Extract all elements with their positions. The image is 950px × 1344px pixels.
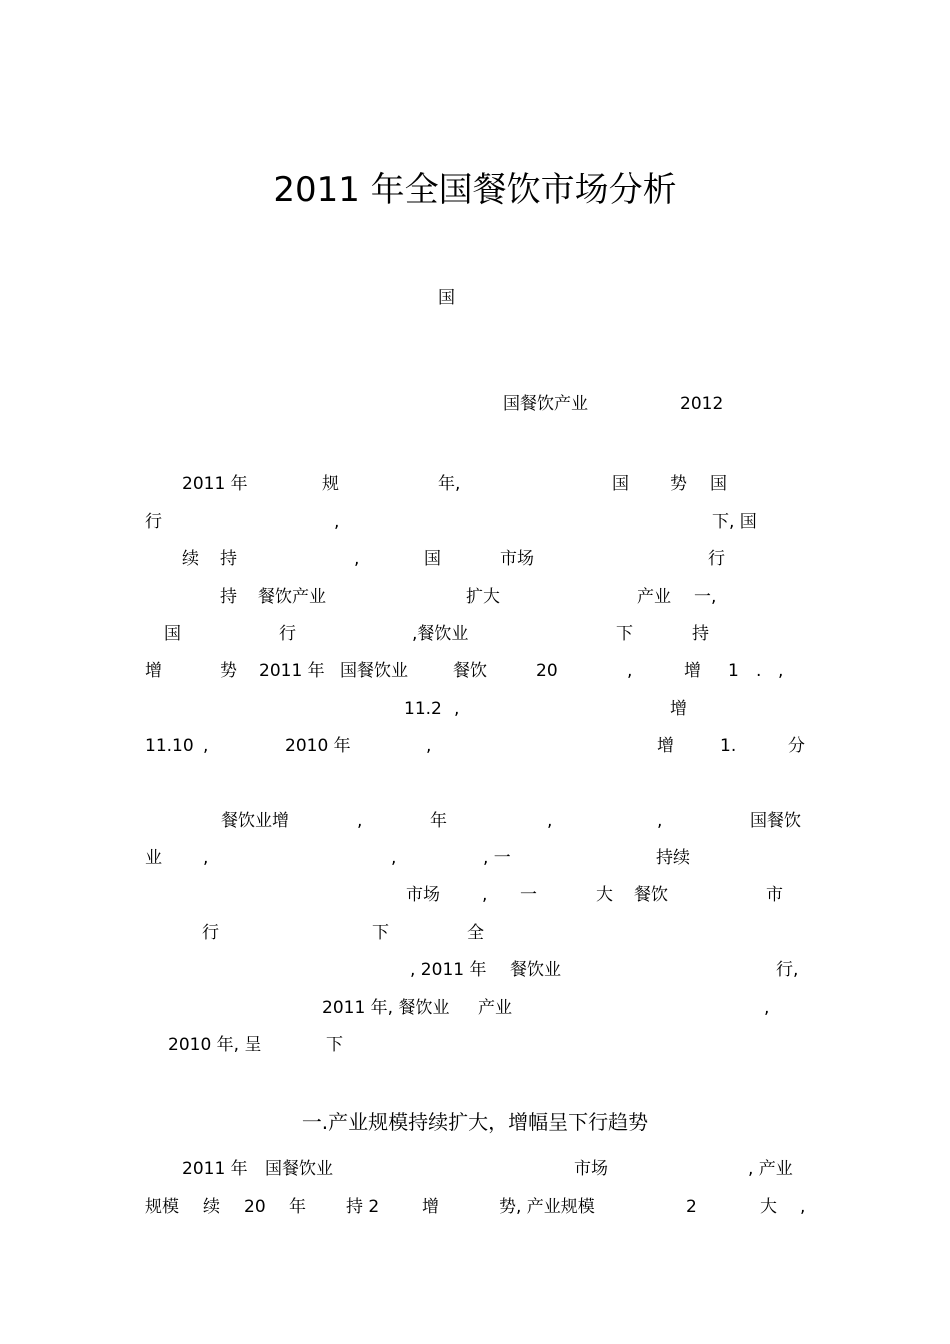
text-line (0, 510, 950, 534)
section-heading: 一.产业规模持续扩大，增幅呈下行趋势 (301, 1110, 649, 1134)
text-line (0, 697, 950, 721)
text-fragment: 规 (322, 474, 339, 494)
text-fragment: 增 (422, 1197, 439, 1217)
text-fragment: 增 (657, 736, 674, 756)
text-fragment: . (756, 661, 762, 681)
text-line (0, 921, 950, 945)
subtitle-text: 国餐饮产业 (503, 394, 588, 414)
text-fragment: 餐饮业增 (221, 811, 289, 831)
text-fragment: 持 2 (346, 1197, 380, 1217)
text-fragment: 规模 (145, 1197, 179, 1217)
text-fragment: , 2011 年 (410, 960, 487, 980)
text-fragment: ,餐饮业 (412, 624, 469, 644)
text-fragment: 持续 (656, 848, 690, 868)
text-fragment: 全 (467, 923, 484, 943)
text-fragment: 下, 国 (712, 512, 757, 532)
text-fragment: 行 (202, 923, 219, 943)
text-fragment: 产业 (478, 998, 512, 1018)
text-fragment: 产业 (637, 587, 671, 607)
text-line (0, 547, 950, 571)
text-fragment: , (391, 848, 397, 868)
text-fragment: 国 (424, 549, 441, 569)
subtitle-year: 2012 (680, 394, 724, 414)
text-line (0, 883, 950, 907)
text-fragment: 国餐饮 (750, 811, 801, 831)
text-fragment: 势 (670, 474, 687, 494)
text-fragment: 持 (220, 587, 237, 607)
text-fragment: 一, (694, 587, 717, 607)
text-fragment: 行 (145, 512, 162, 532)
text-fragment: 20 (244, 1197, 266, 1217)
text-fragment: 市 (766, 885, 783, 905)
text-fragment: 11.10 (145, 736, 194, 756)
text-fragment: 2 (686, 1197, 697, 1217)
text-fragment: 下 (372, 923, 389, 943)
text-fragment: 续 (203, 1197, 220, 1217)
text-line (0, 659, 950, 683)
text-fragment: 业 (145, 848, 162, 868)
text-fragment: 行, (776, 960, 799, 980)
text-fragment: 餐饮产业 (258, 587, 326, 607)
text-line (0, 996, 950, 1020)
text-line (0, 585, 950, 609)
text-fragment: , (334, 512, 340, 532)
text-fragment: 分 (788, 736, 805, 756)
text-fragment: 大 (760, 1197, 777, 1217)
text-fragment: 国餐饮业 (340, 661, 408, 681)
text-fragment: 年, (438, 474, 461, 494)
text-fragment: 1 (728, 661, 739, 681)
text-fragment: , (764, 998, 770, 1018)
text-fragment: 增 (684, 661, 701, 681)
text-fragment: 2010 年 (285, 736, 351, 756)
text-fragment: 餐饮 (453, 661, 487, 681)
text-fragment: 下 (326, 1035, 343, 1055)
text-fragment: 2011 年, 餐饮业 (322, 998, 450, 1018)
text-fragment: 餐饮 (634, 885, 668, 905)
text-fragment: , (627, 661, 633, 681)
text-line (0, 734, 950, 758)
text-fragment: 1. (720, 736, 737, 756)
text-fragment: 势 (220, 661, 237, 681)
text-line (0, 958, 950, 982)
text-fragment: , (657, 811, 663, 831)
text-fragment: 年 (289, 1197, 306, 1217)
text-fragment: , (547, 811, 553, 831)
text-fragment: 市场 (406, 885, 440, 905)
subtitle (0, 392, 950, 416)
text-line (0, 1195, 950, 1219)
text-line (0, 1157, 950, 1181)
text-fragment: 国 (612, 474, 629, 494)
text-fragment: 行 (279, 624, 296, 644)
text-line (0, 809, 950, 833)
text-fragment: , (354, 549, 360, 569)
text-fragment: 势, 产业规模 (499, 1197, 595, 1217)
text-fragment: 国 (164, 624, 181, 644)
text-fragment: 2011 年 (259, 661, 325, 681)
document-title: 2011 年全国餐饮市场分析 (273, 170, 677, 210)
text-fragment: , 一 (483, 848, 511, 868)
text-fragment: 持 (692, 624, 709, 644)
text-fragment: , (426, 736, 432, 756)
text-line (0, 1033, 950, 1057)
text-fragment: 年 (430, 811, 447, 831)
text-fragment: , (454, 699, 460, 719)
text-fragment: 续 (182, 549, 199, 569)
text-fragment: 11.2 (404, 699, 442, 719)
text-fragment: 餐饮业 (510, 960, 561, 980)
text-fragment: , (357, 811, 363, 831)
byline-text: 国 (438, 288, 455, 308)
text-fragment: 2011 年 (182, 474, 248, 494)
text-fragment: 增 (145, 661, 162, 681)
text-fragment: , 产业 (748, 1159, 793, 1179)
text-fragment: , (778, 661, 784, 681)
text-fragment: , (203, 848, 209, 868)
text-fragment: 2011 年 (182, 1159, 248, 1179)
text-fragment: 扩大 (466, 587, 500, 607)
text-fragment: , (482, 885, 488, 905)
text-fragment: , (800, 1197, 806, 1217)
text-fragment: 一 (520, 885, 537, 905)
text-fragment: 市场 (574, 1159, 608, 1179)
text-fragment: 国 (710, 474, 727, 494)
text-line (0, 622, 950, 646)
text-fragment: 市场 (500, 549, 534, 569)
text-fragment: 国餐饮业 (265, 1159, 333, 1179)
text-fragment: 增 (670, 699, 687, 719)
text-fragment: 2010 年, 呈 (168, 1035, 262, 1055)
text-fragment: , (203, 736, 209, 756)
text-fragment: 下 (616, 624, 633, 644)
byline (0, 286, 950, 310)
text-fragment: 行 (708, 549, 725, 569)
text-line (0, 472, 950, 496)
text-fragment: 持 (220, 549, 237, 569)
text-line (0, 846, 950, 870)
text-fragment: 大 (596, 885, 613, 905)
text-fragment: 20 (536, 661, 558, 681)
